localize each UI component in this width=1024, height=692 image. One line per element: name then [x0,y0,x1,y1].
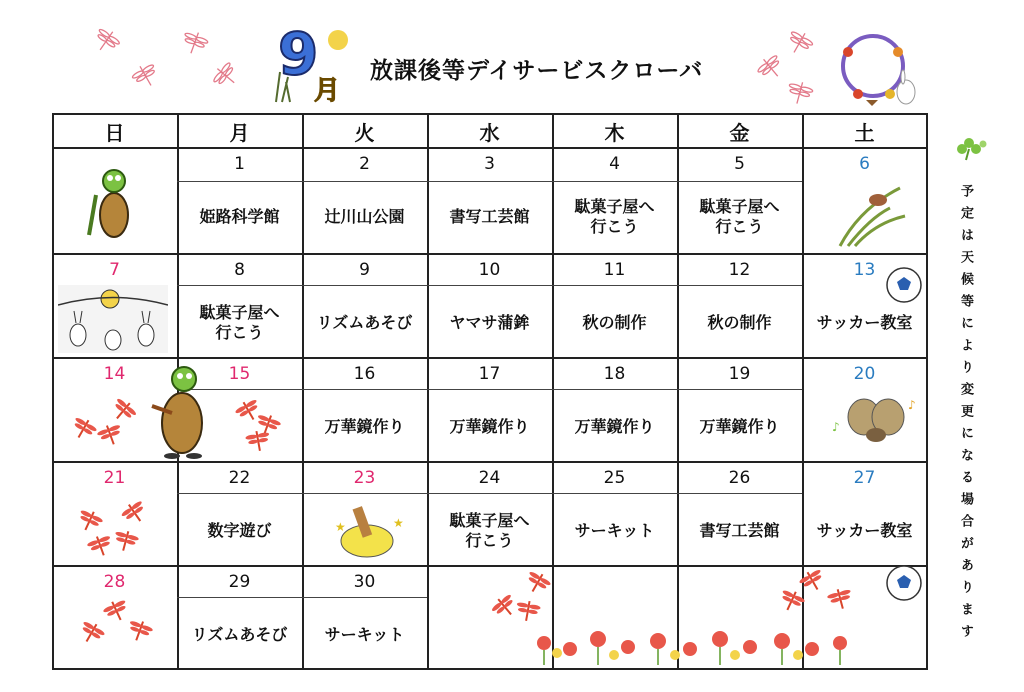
weekday-header-sun: 日 [104,120,125,145]
event-w3-wed: 万華鏡作り [449,417,530,436]
month-number: 9 [278,20,319,88]
event-w1-tue: 辻川山公園 [324,207,405,226]
day-number-w4-mon: 22 [228,468,251,488]
svg-text:★: ★ [335,520,346,534]
day-number-w2-sat: 13 [853,260,876,280]
weekday-header-sat: 土 [854,120,875,145]
day-number-w5-mon: 29 [228,572,251,592]
event-w4-wed: 駄菓子屋へ 行こう [449,511,530,550]
svg-text:★: ★ [393,516,404,530]
day-number-w2-tue: 9 [359,260,370,280]
day-number-w1-thu: 4 [609,154,620,174]
day-number-w1-mon: 1 [234,154,245,174]
day-number-w4-fri: 26 [728,468,751,488]
weekday-header-thu: 木 [604,120,625,145]
day-number-w5-sun: 28 [103,572,126,592]
day-number-w4-sun: 21 [103,468,126,488]
month-label: 月 [314,76,341,106]
weekday-header-tue: 火 [354,120,375,145]
day-number-w3-thu: 18 [603,364,626,384]
day-number-w3-mon: 15 [228,364,251,384]
day-number-w3-sat: 20 [853,364,876,384]
event-w2-mon: 駄菓子屋へ 行こう [199,303,280,342]
day-number-w3-tue: 16 [353,364,376,384]
day-number-w4-tue: 23 [353,468,376,488]
day-number-w2-sun: 7 [109,260,120,280]
event-w2-sat: サッカー教室 [816,313,913,332]
event-w1-wed: 書写工芸館 [449,207,530,226]
day-number-w4-wed: 24 [478,468,501,488]
day-number-w1-wed: 3 [484,154,495,174]
day-number-w5-tue: 30 [353,572,376,592]
day-number-w4-thu: 25 [603,468,626,488]
day-number-w1-tue: 2 [359,154,370,174]
event-w4-mon: 数字遊び [207,521,272,540]
event-w2-wed: ヤマサ蒲鉾 [449,313,530,332]
event-w2-fri: 秋の制作 [707,313,772,332]
page-title: 放課後等デイサービスクローバ [370,58,704,84]
day-number-w3-wed: 17 [478,364,501,384]
event-w4-fri: 書写工芸館 [699,521,780,540]
event-w1-fri: 駄菓子屋へ 行こう [699,197,780,236]
day-number-w2-thu: 11 [603,260,626,280]
event-w5-mon: リズムあそび [191,625,288,644]
weekday-header-wed: 水 [479,120,500,145]
schedule-change-notice: 予定は天候等により変更になる場合があります [958,184,973,646]
day-number-w1-fri: 5 [734,154,745,174]
svg-text:♪: ♪ [832,420,840,434]
weekday-header-mon: 月 [229,120,250,145]
event-w1-thu: 駄菓子屋へ 行こう [574,197,655,236]
day-number-w2-fri: 12 [728,260,751,280]
event-w2-tue: リズムあそび [316,313,413,332]
day-number-w4-sat: 27 [853,468,876,488]
day-number-w3-sun: 14 [103,364,126,384]
day-number-w1-sat: 6 [859,154,870,174]
day-number-w2-mon: 8 [234,260,245,280]
day-number-w3-fri: 19 [728,364,751,384]
event-w2-thu: 秋の制作 [582,313,647,332]
event-w3-thu: 万華鏡作り [574,417,655,436]
event-w3-tue: 万華鏡作り [324,417,405,436]
day-number-w2-wed: 10 [478,260,501,280]
event-w4-sat: サッカー教室 [816,521,913,540]
event-w5-tue: サーキット [324,625,405,644]
event-w1-mon: 姫路科学館 [199,207,280,226]
event-w3-fri: 万華鏡作り [699,417,780,436]
event-w4-thu: サーキット [574,521,655,540]
weekday-header-fri: 金 [729,120,750,145]
svg-text:♪: ♪ [908,398,916,412]
